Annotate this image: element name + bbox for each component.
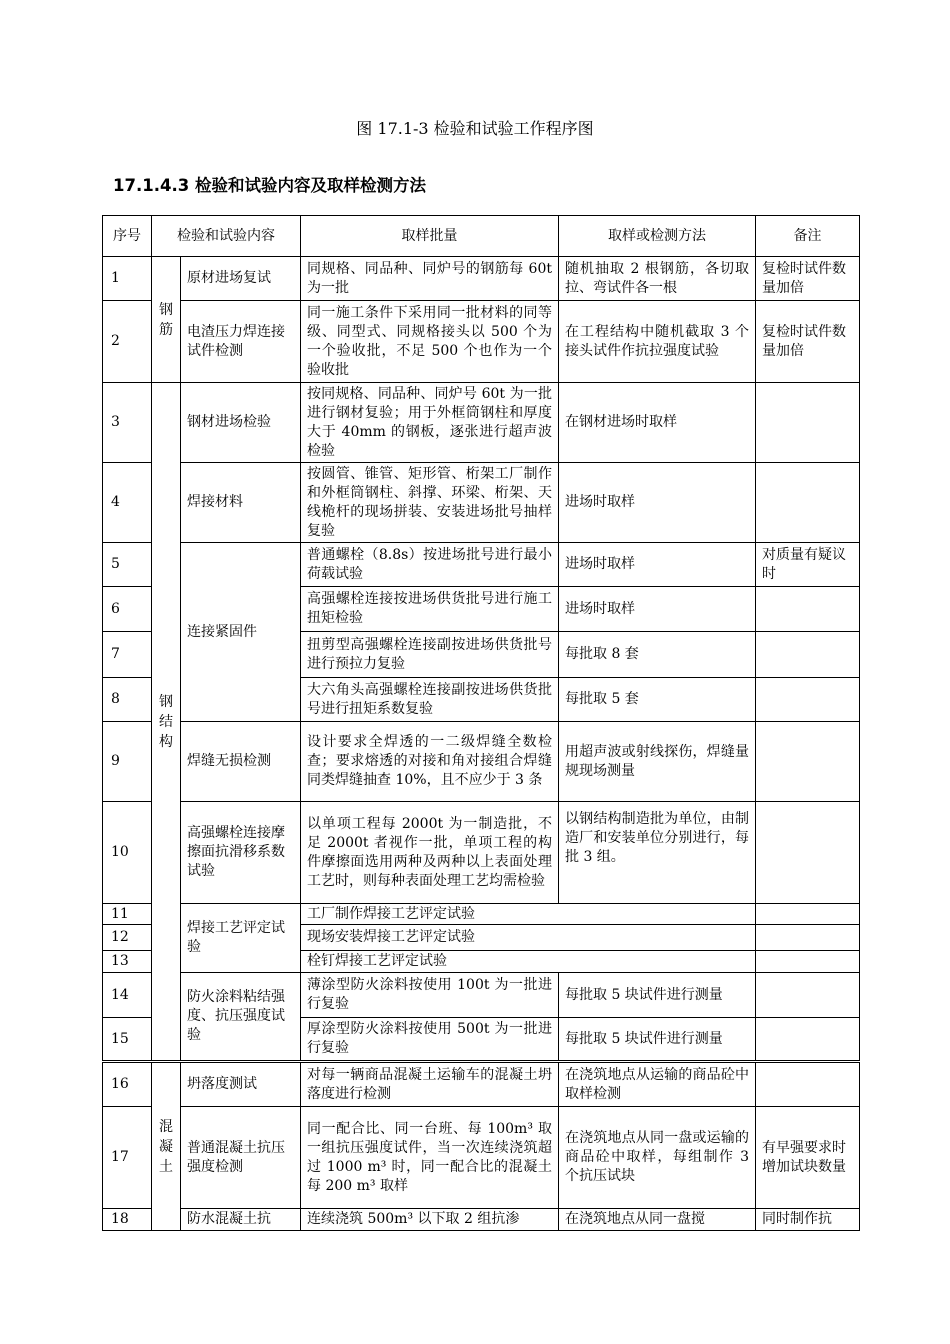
row-number: 6 xyxy=(103,587,152,632)
sampling-method: 随机抽取 2 根钢筋，各切取拉、弯试件各一根 xyxy=(559,257,756,301)
header-no: 序号 xyxy=(103,216,152,257)
table-row xyxy=(103,1062,860,1107)
sampling-method: 在工程结构中随机截取 3 个接头试件作抗拉强度试验 xyxy=(559,301,756,383)
sampling-method: 每批取 5 块试件进行测量 xyxy=(559,973,756,1018)
row-number: 9 xyxy=(103,722,152,802)
sampling-batch: 设计要求全焊透的一二级焊缝全数检查；要求熔透的对接和角对接组合焊缝同类焊缝抽查 10%，且不应少于 3 条 xyxy=(301,722,559,802)
row-number: 13 xyxy=(103,951,152,973)
section-heading: 17.1.4.3 检验和试验内容及取样检测方法 xyxy=(113,176,426,195)
sampling-method: 进场时取样 xyxy=(559,543,756,587)
table-row xyxy=(103,802,860,904)
item-name: 高强螺栓连接摩擦面抗滑移系数试验 xyxy=(181,802,301,904)
row-number: 3 xyxy=(103,383,152,463)
remark: 复检时试件数量加倍 xyxy=(756,257,860,301)
remark xyxy=(756,587,860,632)
item-name: 防火涂料粘结强度、抗压强度试验 xyxy=(181,973,301,1062)
sampling-batch: 薄涂型防火涂料按使用 100t 为一批进行复验 xyxy=(301,973,559,1018)
table-row xyxy=(103,463,860,543)
remark: 对质量有疑议时 xyxy=(756,543,860,587)
item-name: 连接紧固件 xyxy=(181,543,301,722)
row-number: 4 xyxy=(103,463,152,543)
sampling-method: 在浇筑地点从同一盘或运输的商品砼中取样，每组制作 3 个抗压试块 xyxy=(559,1107,756,1209)
sampling-batch: 同一配合比、同一台班、每 100m³ 取一组抗压强度试件，当一次连续浇筑超过 1000 m³ 时，同一配合比的混凝土每 200 m³ 取样 xyxy=(301,1107,559,1209)
remark xyxy=(756,1018,860,1062)
sampling-batch: 对每一辆商品混凝土运输车的混凝土坍落度进行检测 xyxy=(301,1062,559,1107)
remark xyxy=(756,925,860,951)
row-number: 10 xyxy=(103,802,152,904)
row-number: 5 xyxy=(103,543,152,587)
sampling-method: 进场时取样 xyxy=(559,463,756,543)
sampling-batch: 工厂制作焊接工艺评定试验 xyxy=(301,904,756,925)
remark: 有早强要求时增加试块数量 xyxy=(756,1107,860,1209)
row-number: 8 xyxy=(103,678,152,722)
remark xyxy=(756,951,860,973)
remark: 复检时试件数量加倍 xyxy=(756,301,860,383)
item-name: 焊接材料 xyxy=(181,463,301,543)
category-rebar: 钢筋 xyxy=(152,257,181,383)
sampling-method: 以钢结构制造批为单位，由制造厂和安装单位分别进行，每批 3 组。 xyxy=(559,802,756,904)
sampling-batch: 大六角头高强螺栓连接副按进场供货批号进行扭矩系数复验 xyxy=(301,678,559,722)
sampling-batch: 现场安装焊接工艺评定试验 xyxy=(301,925,756,951)
row-number: 11 xyxy=(103,904,152,925)
sampling-batch: 栓钉焊接工艺评定试验 xyxy=(301,951,756,973)
category-concrete: 混凝土 xyxy=(152,1062,181,1231)
item-name: 原材进场复试 xyxy=(181,257,301,301)
remark xyxy=(756,383,860,463)
remark xyxy=(756,632,860,678)
table-row xyxy=(103,257,860,301)
sampling-batch: 普通螺栓（8.8s）按进场批号进行最小荷载试验 xyxy=(301,543,559,587)
row-number: 12 xyxy=(103,925,152,951)
item-name: 电渣压力焊连接试件检测 xyxy=(181,301,301,383)
sampling-method: 在浇筑地点从同一盘搅 xyxy=(559,1209,756,1231)
row-number: 15 xyxy=(103,1018,152,1062)
remark xyxy=(756,973,860,1018)
header-remark: 备注 xyxy=(756,216,860,257)
figure-caption: 图 17.1-3 检验和试验工作程序图 xyxy=(356,119,594,138)
inspection-table xyxy=(102,215,860,1231)
table-header-row xyxy=(103,216,860,257)
row-number: 16 xyxy=(103,1062,152,1107)
category-steel-structure: 钢结构 xyxy=(152,383,181,1062)
row-number: 2 xyxy=(103,301,152,383)
sampling-batch: 高强螺栓连接按进场供货批号进行施工扭矩检验 xyxy=(301,587,559,632)
remark xyxy=(756,678,860,722)
sampling-method: 每批取 5 套 xyxy=(559,678,756,722)
row-number: 7 xyxy=(103,632,152,678)
table-row xyxy=(103,1107,860,1209)
sampling-batch: 厚涂型防火涂料按使用 500t 为一批进行复验 xyxy=(301,1018,559,1062)
row-number: 1 xyxy=(103,257,152,301)
header-batch: 取样批量 xyxy=(301,216,559,257)
table-row xyxy=(103,543,860,587)
sampling-batch: 按圆管、锥管、矩形管、桁架工厂制作和外框筒钢柱、斜撑、环梁、桁架、天线桅杆的现场拼装、安装进场批号抽样复验 xyxy=(301,463,559,543)
sampling-method: 每批取 8 套 xyxy=(559,632,756,678)
sampling-batch: 以单项工程每 2000t 为一制造批，不足 2000t 者视作一批，单项工程的构件摩擦面选用两种及两种以上表面处理工艺时，则每种表面处理工艺均需检验 xyxy=(301,802,559,904)
remark xyxy=(756,1062,860,1107)
header-content: 检验和试验内容 xyxy=(152,216,301,257)
row-number: 17 xyxy=(103,1107,152,1209)
header-method: 取样或检测方法 xyxy=(559,216,756,257)
table-row xyxy=(103,722,860,802)
sampling-method: 每批取 5 块试件进行测量 xyxy=(559,1018,756,1062)
table-row xyxy=(103,1209,860,1231)
sampling-batch: 扭剪型高强螺栓连接副按进场供货批号进行预拉力复验 xyxy=(301,632,559,678)
sampling-batch: 按同规格、同品种、同炉号 60t 为一批进行钢材复验；用于外框筒钢柱和厚度大于 40mm 的钢板，逐张进行超声波检验 xyxy=(301,383,559,463)
sampling-method: 在钢材进场时取样 xyxy=(559,383,756,463)
remark xyxy=(756,463,860,543)
sampling-batch: 同规格、同品种、同炉号的钢筋每 60t 为一批 xyxy=(301,257,559,301)
sampling-method: 在浇筑地点从运输的商品砼中取样检测 xyxy=(559,1062,756,1107)
table-row xyxy=(103,973,860,1018)
item-name: 防水混凝土抗 xyxy=(181,1209,301,1231)
table-row xyxy=(103,904,860,925)
remark xyxy=(756,722,860,802)
item-name: 坍落度测试 xyxy=(181,1062,301,1107)
table-row xyxy=(103,301,860,383)
row-number: 18 xyxy=(103,1209,152,1231)
sampling-method: 进场时取样 xyxy=(559,587,756,632)
item-name: 焊缝无损检测 xyxy=(181,722,301,802)
item-name: 钢材进场检验 xyxy=(181,383,301,463)
row-number: 14 xyxy=(103,973,152,1018)
remark xyxy=(756,904,860,925)
sampling-batch: 同一施工条件下采用同一批材料的同等级、同型式、同规格接头以 500 个为一个验收批，不足 500 个也作为一个验收批 xyxy=(301,301,559,383)
item-name: 焊接工艺评定试验 xyxy=(181,904,301,973)
table-row xyxy=(103,383,860,463)
sampling-batch: 连续浇筑 500m³ 以下取 2 组抗渗 xyxy=(301,1209,559,1231)
sampling-method: 用超声波或射线探伤，焊缝量规现场测量 xyxy=(559,722,756,802)
remark xyxy=(756,802,860,904)
item-name: 普通混凝土抗压强度检测 xyxy=(181,1107,301,1209)
remark: 同时制作抗 xyxy=(756,1209,860,1231)
